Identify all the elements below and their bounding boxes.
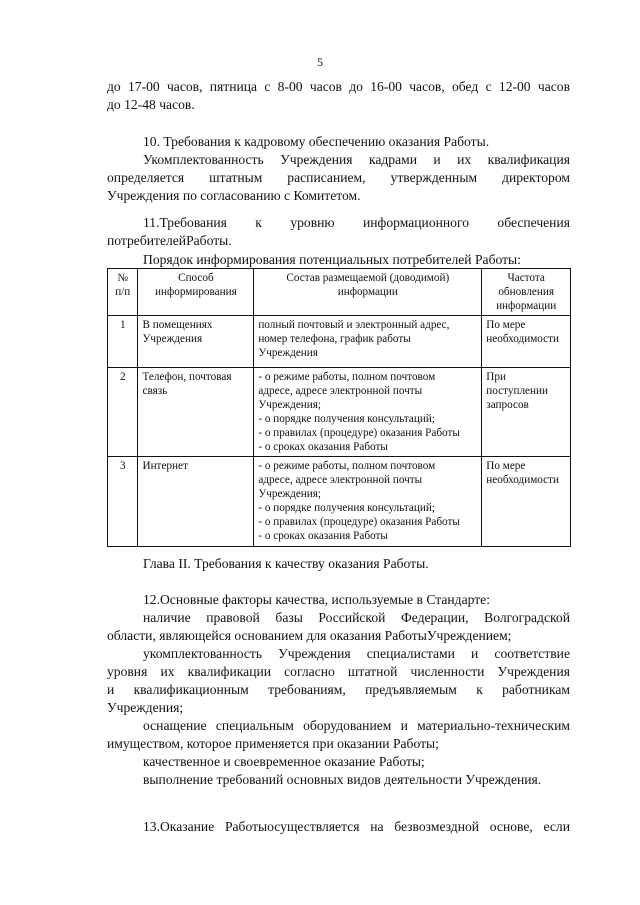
text-line: до 17-00 часов, пятница с 8-00 часов до 16-00 часов, обед с 12-00 часов [107,79,570,94]
cell-text: связь [142,385,168,397]
cell-text: В помещениях [142,319,213,331]
text-line: 13.Оказание Работыосуществляется на безвозмездной основе, если [143,819,570,834]
cell-text: - о порядке получения консультаций; [258,413,435,425]
header-text: информации [496,300,557,312]
text-line: определяется штатным расписанием, утвержденным директором [107,170,570,185]
text-line: качественное и своевременное оказание Работы; [143,754,425,769]
text-line: потребителейРаботы. [107,233,232,248]
cell-text: Телефон, почтовая [142,371,232,383]
cell-text: адресе, адресе электронной почты [258,385,423,397]
header-content [254,269,482,316]
cell-content [254,457,482,547]
cell-text: При [486,371,506,383]
cell-method [138,368,254,457]
text-line: наличие правовой базы Российской Федерации, Волгоградской [143,610,570,625]
table-intro [107,251,570,269]
text-line: имуществом, которое применяется при оказании Работы; [107,736,439,751]
cell-content [254,368,482,457]
cell-text: - о сроках оказания Работы [258,441,388,453]
header-frequency [482,269,571,316]
table-row [108,457,571,547]
text-line: оснащение специальным оборудованием и материально-техническим [143,718,570,733]
text-line: укомплектованность Учреждения специалистами и соответствие [143,646,570,661]
header-text: обновления [498,286,554,298]
cell-frequency [482,316,571,368]
cell-text: Учреждения [258,347,318,359]
information-table [107,268,571,547]
section-10-title: 10. Требования к кадровому обеспечению оказания Работы. [143,134,490,149]
paragraph-working-hours [107,78,570,114]
cell-method [138,316,254,368]
cell-num: 3 [108,457,138,547]
cell-text: адресе, адресе электронной почты [258,474,423,486]
cell-text: - о правилах (процедуре) оказания Работы [258,427,460,439]
cell-text: По мере [486,319,526,331]
header-text: Частота [507,272,545,284]
text-line: 11.Требования к уровню информационного обеспечения [143,215,570,230]
cell-text: необходимости [486,474,560,486]
table-row [108,368,571,457]
chapter-2-title [107,555,570,573]
cell-text: - о правилах (процедуре) оказания Работы [258,516,460,528]
chapter-title-text: Глава II. Требования к качеству оказания Работы. [143,556,429,571]
header-text: информирования [155,286,237,298]
section-10 [107,133,570,205]
cell-method [138,457,254,547]
table-intro-text: Порядок информирования потенциальных потребителей Работы: [143,252,521,267]
page-number: 5 [317,55,323,69]
header-num [108,269,138,316]
section-12 [107,591,570,789]
text-line: области, являющейся основанием для оказания РаботыУчреждением; [107,628,512,643]
cell-text: Учреждения; [258,399,322,411]
cell-text: - о режиме работы, полном почтовом [258,371,436,383]
text-line: уровня их квалификации согласно штатной численности Учреждения [107,664,570,679]
text-line: Учреждения; [107,700,184,715]
header-text: Способ [178,272,214,284]
text-line: до 12-48 часов. [107,97,195,112]
section-12-title: 12.Основные факторы качества, используемые в Стандарте: [143,592,490,607]
cell-text: - о сроках оказания Работы [258,530,388,542]
cell-frequency [482,368,571,457]
section-11 [107,214,570,250]
cell-text: По мере [486,460,526,472]
cell-num: 1 [108,316,138,368]
cell-text: - о режиме работы, полном почтовом [258,460,436,472]
text-line: Учреждения по согласованию с Комитетом. [107,188,361,203]
table-header-row [108,269,571,316]
cell-num: 2 [108,368,138,457]
cell-text: необходимости [486,333,560,345]
cell-text: Учреждения; [258,488,322,500]
cell-text: номер телефона, график работы [258,333,411,345]
cell-text: полный почтовый и электронный адрес, [258,319,450,331]
header-method [138,269,254,316]
header-text: п/п [115,286,131,298]
cell-text: Интернет [142,460,188,472]
header-text: информации [337,286,398,298]
cell-text: - о порядке получения консультаций; [258,502,435,514]
cell-text: Учреждения [142,333,203,345]
text-line: выполнение требований основных видов деятельности Учреждения. [143,772,542,787]
cell-content [254,316,482,368]
cell-frequency [482,457,571,547]
text-line: Укомплектованность Учреждения кадрами и их квалификация [143,152,570,167]
section-13 [107,818,570,836]
text-line: и квалификационным требованиям, предъявляемым к работникам [107,682,570,697]
cell-text: поступлении [486,385,548,397]
header-text: № [117,272,129,284]
table-row [108,316,571,368]
cell-text: запросов [486,399,529,411]
header-text: Состав размещаемой (доводимой) [286,272,450,284]
